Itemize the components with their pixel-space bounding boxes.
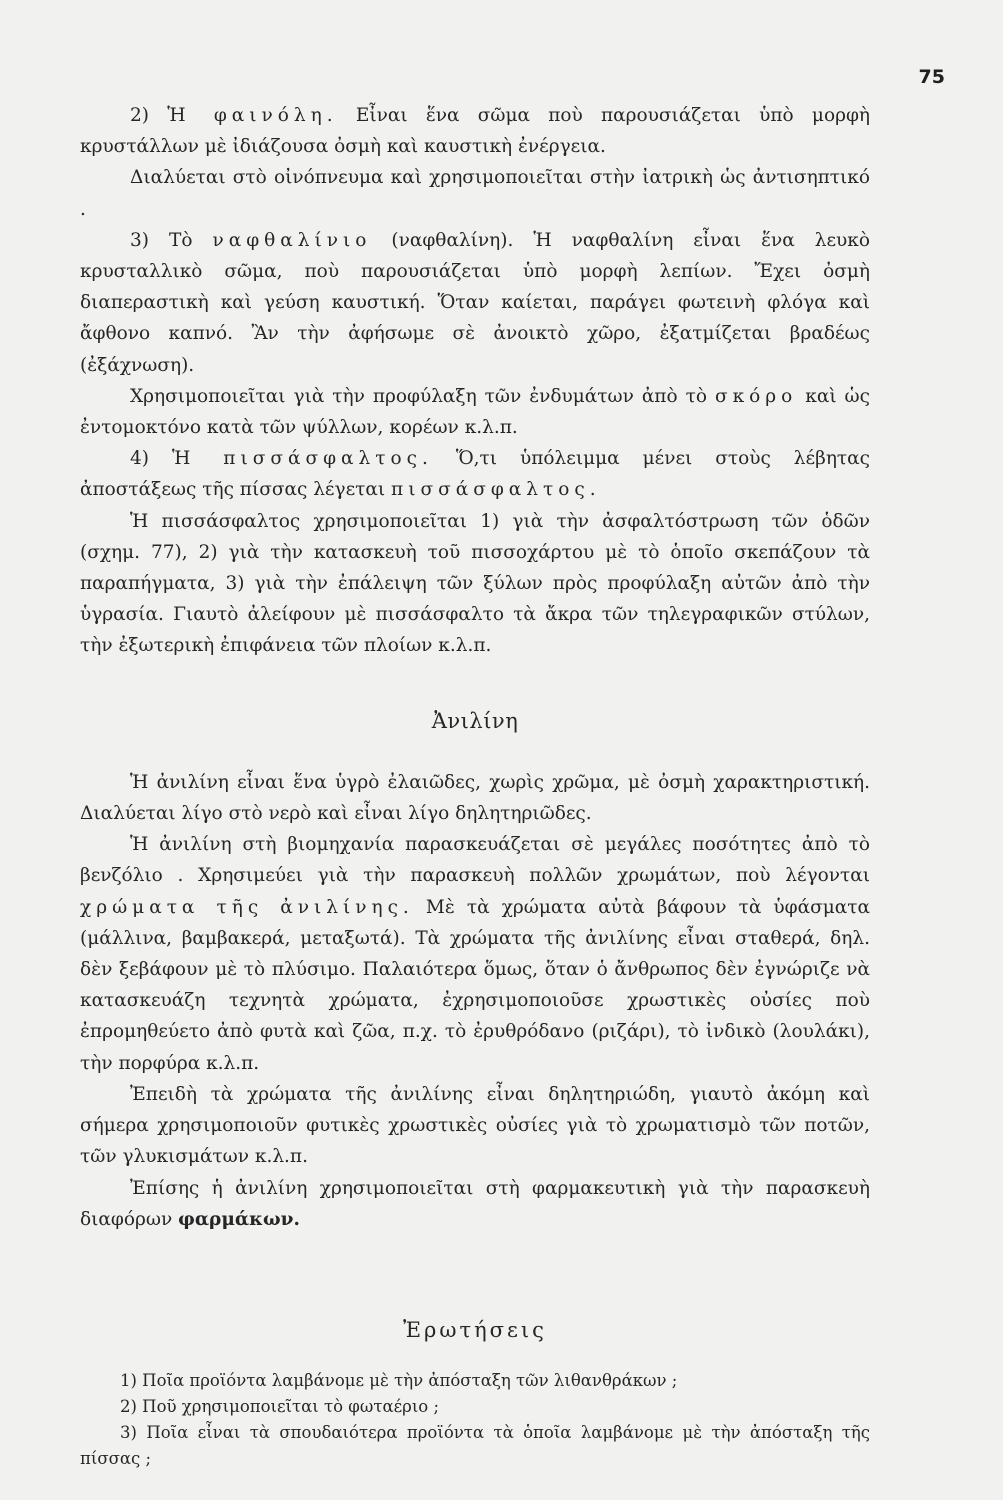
phenol-number: 2) [130, 105, 149, 126]
aniline-paragraph-2 [80, 829, 870, 1079]
question-item: 3) Ποῖα εἶναι τὰ σπουδαιότερα προϊόντα τὰ ὁποῖα λαμβάνομε μὲ τὴν ἀπόσταξη τῆς πίσσας ; [80, 1423, 870, 1469]
naphthalene-article: Τὸ [168, 229, 193, 251]
aniline-p4-bold: φαρμάκων. [178, 1208, 300, 1230]
aniline-p2-before: Ἡ ἀνιλίνη στὴ βιομηχανία παρασκευάζεται σὲ μεγάλες ποσότητες ἀπὸ τὸ βενζόλιο . Χρησιμεύει γιὰ τὴν παρασκευὴ πολλῶν χρωμάτων, ποὺ λέγονται [80, 834, 870, 887]
questions-list [80, 1368, 870, 1472]
naphthalene-use-before: Χρησιμοποιεῖται γιὰ τὴν προφύλαξη τῶν ἐνδυμάτων ἀπὸ τὸ [130, 385, 707, 407]
aniline-p4-before: Ἐπίσης ἡ ἀνιλίνη χρησιμοποιεῖται στὴ φαρμακευτικὴ γιὰ τὴν παρασκευὴ διαφόρων [80, 1177, 870, 1230]
aniline-p2-term: χρώματα τῆς ἀνιλίνης. [80, 896, 414, 918]
page-number: 75 [918, 66, 945, 88]
questions-heading: Ἐρωτήσεις [403, 1317, 547, 1342]
aniline-p2-after: Μὲ τὰ χρώματα αὐτὰ βάφουν τὰ ὑφάσματα (μάλλινα, βαμβακερά, μεταξωτά). Τὰ χρώματα τῆς ἀνιλίνης εἶναι σταθερά, δηλ. δὲν ξεβάφουν μὲ τὸ πλύσιμο. Παλαιότερα ὅμως, ὅταν ὁ ἄνθρωπος δὲν ἐγνώριζε νὰ κατασκευάζη τεχνητὰ χρώματα, ἐχρησιμοποιοῦσε χρωστικὲς οὐσίες ποὺ ἐπρομηθεύετο ἀπὸ φυτὰ καὶ ζῶα, π.χ. τὸ ἐρυθρόδανο (ριζάρι), τὸ ἰνδικὸ (λουλάκι), τὴν πορφύρα κ.λ.π. [80, 896, 870, 1074]
naphthalene-text: (ναφθαλίνη). Ἡ ναφθαλίνη εἶναι ἕνα λευκὸ κρυσταλλικὸ σῶμα, ποὺ παρουσιάζεται ὑπὸ μορφὴ λεπίων. Ἔχει ὀσμὴ διαπεραστικὴ καὶ γεύση καυστική. Ὅταν καίεται, παράγει φωτεινὴ φλόγα καὶ ἄφθονο καπνό. Ἂν τὴν ἀφήσωμε σὲ ἀνοικτὸ χῶρο, ἐξατμίζεται βραδέως (ἐξάχνωση). [80, 229, 870, 376]
naphthalene-term: ναφθαλίνιο [212, 229, 372, 251]
pitch-text-before: Ὅ,τι ὑπόλειμμα μένει στοὺς λέβητας ἀποστάξεως τῆς πίσσας λέγεται [80, 448, 870, 501]
page-body [80, 100, 870, 1472]
aniline-heading: Ἀνιλίνη [431, 708, 519, 733]
naphthalene-use-after: καὶ ὡς ἐντομοκτόνο κατὰ τῶν ψύλλων, κορέων κ.λ.π. [80, 385, 870, 439]
phenol-paragraph [80, 100, 870, 162]
naphthalene-paragraph [80, 225, 870, 381]
question-item: 2) Ποῦ χρησιμοποιεῖται τὸ φωταέριο ; [120, 1397, 440, 1417]
phenol-term: Ἡ φαινόλη. [167, 105, 338, 126]
naphthalene-use-term: σκόρο [714, 385, 798, 407]
pitch-text-term: πισσάσφαλτος. [391, 479, 601, 501]
question-item: 1) Ποῖα προϊόντα λαμβάνομε μὲ τὴν ἀπόσταξη τῶν λιθανθράκων ; [120, 1371, 678, 1391]
phenol-paragraph-2: Διαλύεται στὸ οἰνόπνευμα καὶ χρησιμοποιεῖται στὴν ἰατρικὴ ὡς ἀντισηπτικό . [80, 167, 870, 220]
pitch-number: 4) [130, 448, 149, 470]
aniline-paragraph-1: Ἡ ἀνιλίνη εἶναι ἕνα ὑγρὸ ἐλαιῶδες, χωρὶς χρῶμα, μὲ ὀσμὴ χαρακτηριστική. Διαλύεται λίγο στὸ νερὸ καὶ εἶναι λίγο δηλητηριῶδες. [80, 771, 870, 825]
phenol-text: Εἶναι ἕνα σῶμα ποὺ παρουσιάζεται ὑπὸ μορφὴ κρυστάλλων μὲ ἰδιάζουσα ὀσμὴ καὶ καυστικὴ ἐνέργεια. [80, 105, 870, 158]
naphthalene-number: 3) [130, 229, 149, 251]
pitch-term: Ἡ πισσάσφαλτος. [171, 448, 433, 470]
pitch-use-paragraph: Ἡ πισσάσφαλτος χρησιμοποιεῖται 1) γιὰ τὴν ἀσφαλτόστρωση τῶν ὁδῶν (σχημ. 77), 2) γιὰ τὴν κατασκευὴ τοῦ πισσοχάρτου μὲ τὸ ὁποῖο σκεπάζουν τὰ παραπήγματα, 3) γιὰ τὴν ἐπάλειψη τῶν ξύλων πρὸς προφύλαξη αὐτῶν ἀπὸ τὴν ὑγρασία. Γιαυτὸ ἀλείφουν μὲ πισσάσφαλτο τὰ ἄκρα τῶν τηλεγραφικῶν στύλων, τὴν ἐξωτερικὴ ἐπιφάνεια τῶν πλοίων κ.λ.π. [80, 510, 870, 657]
aniline-paragraph-4 [80, 1173, 870, 1235]
aniline-paragraph-3: Ἐπειδὴ τὰ χρώματα τῆς ἀνιλίνης εἶναι δηλητηριώδη, γιαυτὸ ἀκόμη καὶ σήμερα χρησιμοποιοῦν φυτικὲς χρωστικὲς οὐσίες γιὰ τὸ χρωματισμὸ τῶν ποτῶν, τῶν γλυκισμάτων κ.λ.π. [80, 1083, 870, 1168]
naphthalene-use-paragraph [80, 381, 870, 443]
pitch-paragraph [80, 443, 870, 505]
